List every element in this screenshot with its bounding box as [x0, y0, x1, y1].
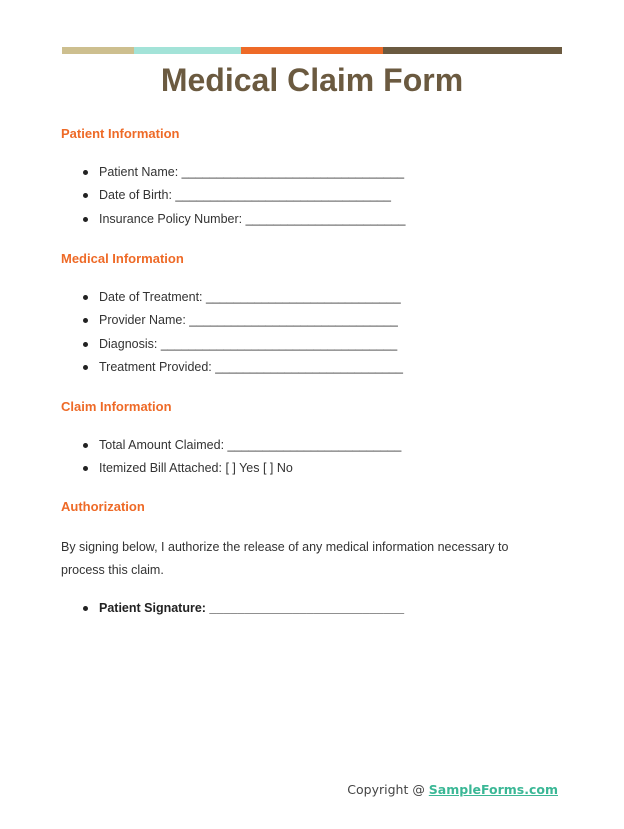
field-diagnosis[interactable]: Diagnosis: __________________________________ [61, 333, 403, 356]
patient-fields-list [61, 161, 405, 231]
section-heading-medical: Medical Information [61, 251, 184, 266]
page-title: Medical Claim Form [160, 62, 464, 98]
section-heading-authorization: Authorization [61, 499, 145, 514]
claim-fields-list [61, 434, 401, 481]
brand-link[interactable]: SampleForms.com [428, 782, 558, 797]
signature-list [61, 597, 404, 620]
section-heading-patient: Patient Information [61, 126, 180, 141]
color-bar-segment-mint [134, 47, 241, 54]
authorization-paragraph: By signing below, I authorize the release of any medical information necessary to process this claim. [61, 540, 509, 577]
field-insurance-policy-number[interactable]: Insurance Policy Number: _______________________ [61, 208, 405, 231]
field-patient-name[interactable]: Patient Name: ________________________________ [61, 161, 405, 184]
field-itemized-bill-attached[interactable]: Itemized Bill Attached: [ ] Yes [ ] No [61, 457, 401, 480]
field-patient-signature[interactable]: Patient Signature: ____________________________ [61, 597, 404, 620]
section-heading-claim: Claim Information [61, 399, 172, 414]
color-bar-segment-orange [241, 47, 383, 54]
field-date-of-birth[interactable]: Date of Birth: _______________________________ [61, 184, 405, 207]
medical-fields-list [61, 286, 403, 379]
color-bar-segment-brown [383, 47, 562, 54]
copyright-footer [347, 782, 558, 797]
field-total-amount-claimed[interactable]: Total Amount Claimed: _________________________ [61, 434, 401, 457]
copyright-prefix: Copyright @ [347, 782, 429, 797]
field-provider-name[interactable]: Provider Name: ______________________________ [61, 309, 403, 332]
field-date-of-treatment[interactable]: Date of Treatment: ____________________________ [61, 286, 403, 309]
field-treatment-provided[interactable]: Treatment Provided: ___________________________ [61, 356, 403, 379]
header-color-bar [62, 47, 562, 54]
color-bar-segment-tan [62, 47, 134, 54]
